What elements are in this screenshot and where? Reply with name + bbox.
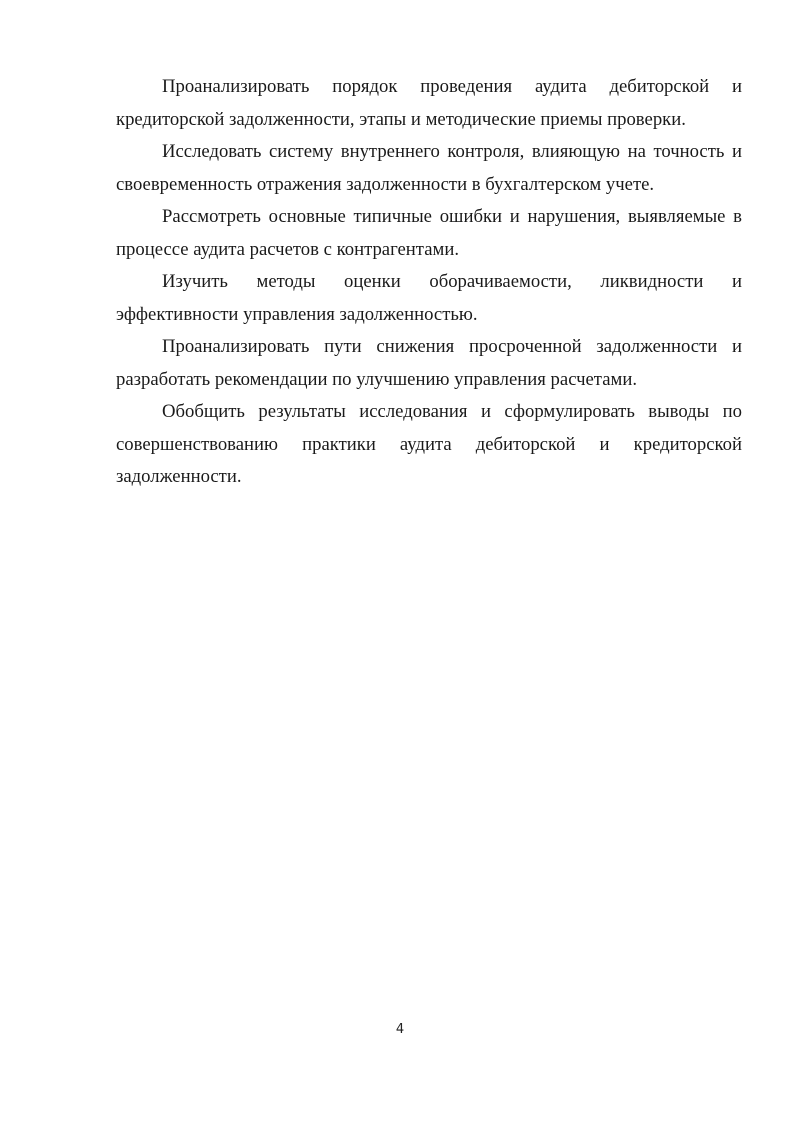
paragraph-4: Изучить методы оценки оборачиваемости, ликвидности и эффективности управления задолженностью. <box>116 271 742 325</box>
paragraph-2: Исследовать систему внутреннего контроля, влияющую на точность и своевременность отражения задолженности в бухгалтерском учете. <box>116 141 742 195</box>
paragraph-6: Обобщить результаты исследования и сформулировать выводы по совершенствованию практики аудита дебиторской и кредиторской задолженности. <box>116 401 742 487</box>
paragraph-3: Рассмотреть основные типичные ошибки и нарушения, выявляемые в процессе аудита расчетов с контрагентами. <box>116 206 742 260</box>
paragraph-5: Проанализировать пути снижения просроченной задолженности и разработать рекомендации по улучшению управления расчетами. <box>116 336 742 390</box>
paragraph-1: Проанализировать порядок проведения аудита дебиторской и кредиторской задолженности, этапы и методические приемы проверки. <box>116 76 742 130</box>
page-number: 4 <box>395 1022 405 1037</box>
document-body <box>116 71 742 494</box>
